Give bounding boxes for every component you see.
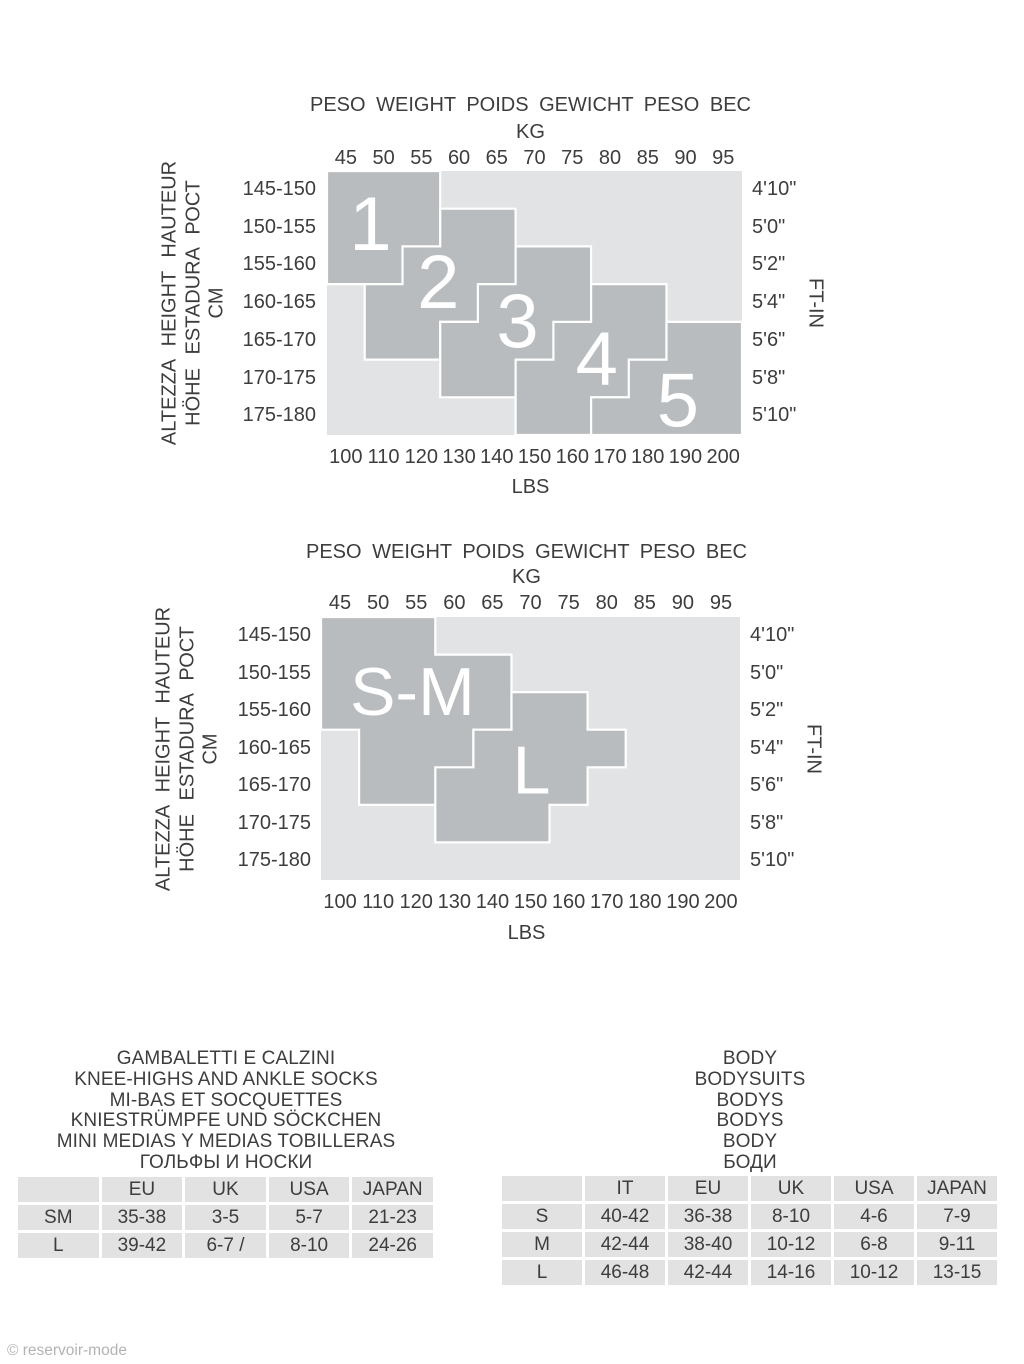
- column-header-cell: [502, 1176, 582, 1201]
- height-range-ftin-label: 5'4": [752, 291, 786, 314]
- kg-tick-label: 50: [372, 147, 395, 169]
- column-header-cell: [18, 1177, 99, 1202]
- lbs-tick-label: 180: [628, 891, 662, 913]
- kg-tick-label: 50: [367, 592, 390, 614]
- kg-tick-label: 85: [636, 147, 659, 169]
- size-zone-grid: [327, 171, 742, 435]
- height-range-cm-label: 150-155: [237, 661, 311, 684]
- column-header-cell: EU: [102, 1177, 183, 1202]
- table-title-line: ГОЛЬФЫ И НОСКИ: [139, 1151, 313, 1173]
- height-range-ftin-label: 4'10": [752, 178, 797, 200]
- height-range-ftin-label: 5'2": [752, 253, 786, 276]
- column-header-cell: UK: [751, 1176, 831, 1201]
- height-range-ftin-label: 5'0": [752, 215, 786, 238]
- size-value-cell: 42-44: [668, 1260, 748, 1285]
- lbs-tick-label: 130: [442, 446, 476, 468]
- kg-tick-label: 60: [447, 147, 471, 169]
- size-value-cell: 8-10: [269, 1233, 350, 1258]
- lbs-tick-label: 100: [329, 446, 363, 468]
- height-range-cm-label: 165-170: [237, 774, 311, 797]
- size-value-cell: 8-10: [751, 1204, 831, 1229]
- kg-tick-label: 65: [481, 592, 504, 614]
- height-range-ftin-label: 4'10": [750, 624, 795, 646]
- kg-unit-label: KG: [516, 121, 545, 143]
- height-axis-title-line: CM: [205, 287, 228, 319]
- size-value-cell: 14-16: [751, 1260, 831, 1285]
- height-range-ftin-label: 5'10": [750, 849, 795, 872]
- height-range-cm-label: 145-150: [242, 178, 316, 200]
- size-value-cell: 10-12: [751, 1232, 831, 1257]
- height-range-ftin-label: 5'6": [750, 774, 784, 797]
- lbs-tick-label: 140: [475, 891, 510, 913]
- height-range-cm-label: 170-175: [242, 366, 316, 389]
- lbs-tick-label: 160: [555, 446, 589, 468]
- size-value-cell: 7-9: [917, 1204, 997, 1229]
- table-title-line: BODY: [722, 1131, 778, 1153]
- kg-tick-label: 80: [595, 592, 618, 614]
- height-range-ftin-label: 5'10": [752, 404, 797, 427]
- size-value-cell: 46-48: [585, 1260, 665, 1285]
- kg-tick-label: 95: [712, 147, 735, 169]
- column-header-cell: USA: [269, 1177, 350, 1202]
- size-zone-label: 2: [417, 239, 460, 325]
- table-title-line: MI-BAS ET SOCQUETTES: [109, 1089, 343, 1111]
- kg-tick-label: 85: [633, 592, 656, 614]
- row-label-cell: L: [18, 1233, 99, 1258]
- height-range-cm-label: 160-165: [242, 291, 316, 314]
- kg-tick-label: 55: [410, 147, 433, 169]
- size-value-cell: 6-7 /: [185, 1233, 266, 1258]
- table-title-line: MINI MEDIAS Y MEDIAS TOBILLERAS: [56, 1131, 396, 1153]
- height-range-cm-label: 175-180: [242, 404, 316, 427]
- size-value-cell: 36-38: [668, 1204, 748, 1229]
- size-value-cell: 4-6: [834, 1204, 914, 1229]
- lbs-tick-label-row: [327, 446, 742, 469]
- kg-tick-label: 75: [561, 147, 584, 169]
- size-zone-label: L: [512, 732, 551, 809]
- height-axis-title-line: ALTEZZA HEIGHT HAUTEUR: [158, 160, 181, 446]
- height-axis-title-line: CM: [199, 732, 222, 765]
- size-value-cell: 5-7: [269, 1205, 350, 1230]
- height-axis-title-line: ALTEZZA HEIGHT HAUTEUR: [152, 606, 175, 891]
- size-value-cell: 21-23: [352, 1205, 433, 1230]
- kg-tick-label: 45: [334, 147, 357, 169]
- height-range-ftin-label: 5'6": [752, 328, 786, 351]
- kg-tick-label: 70: [519, 592, 542, 614]
- height-axis-title-line: HÖHE ESTADURA РОСТ: [176, 625, 199, 872]
- table-title-line: BODYS: [716, 1110, 784, 1132]
- size-value-cell: 10-12: [834, 1260, 914, 1285]
- size-value-cell: 9-11: [917, 1232, 997, 1257]
- lbs-tick-label: 190: [668, 446, 703, 468]
- size-zone-label: 3: [496, 279, 539, 365]
- lbs-tick-label: 180: [631, 446, 665, 468]
- size-zone-grid: [321, 617, 740, 880]
- table-title-line: KNIESTRÜMPFE UND SÖCKCHEN: [70, 1110, 382, 1132]
- height-range-cm-label: 160-165: [237, 736, 311, 759]
- table-title-line: GAMBALETTI E CALZINI: [116, 1048, 336, 1069]
- size-zone-label: 5: [656, 358, 700, 435]
- table-title-line: БОДИ: [723, 1151, 777, 1173]
- height-range-ftin-label: 5'4": [750, 736, 784, 759]
- size-table: [18, 1177, 433, 1258]
- lbs-tick-label: 100: [323, 891, 357, 913]
- kg-tick-label: 90: [674, 147, 697, 169]
- height-axis-title-line: HÖHE ESTADURA РОСТ: [182, 180, 205, 426]
- height-range-ftin-label: 5'8": [752, 366, 786, 389]
- lbs-tick-label: 170: [590, 891, 624, 913]
- lbs-tick-label: 120: [399, 891, 433, 913]
- size-value-cell: 35-38: [102, 1205, 183, 1230]
- table-title-line: BODYS: [716, 1089, 784, 1111]
- row-label-cell: M: [502, 1232, 582, 1257]
- size-value-cell: 39-42: [102, 1233, 183, 1258]
- size-zone-label: S-M: [350, 654, 475, 731]
- height-range-ftin-label: 5'0": [750, 661, 784, 684]
- lbs-tick-label-row: [321, 891, 740, 914]
- height-range-cm-label: 165-170: [242, 328, 316, 351]
- height-range-ftin-label: 5'2": [750, 699, 784, 722]
- column-header-cell: UK: [185, 1177, 266, 1202]
- row-label-cell: S: [502, 1204, 582, 1229]
- height-range-cm-label: 150-155: [242, 215, 316, 238]
- lbs-tick-label: 130: [437, 891, 472, 913]
- lbs-tick-label: 190: [666, 891, 700, 913]
- column-header-cell: EU: [668, 1176, 748, 1201]
- kg-tick-label: 80: [598, 147, 622, 169]
- kg-tick-label: 45: [328, 592, 352, 614]
- kg-tick-label: 95: [709, 592, 733, 614]
- size-zone-label: 4: [575, 317, 618, 403]
- table-title-line: KNEE-HIGHS AND ANKLE SOCKS: [74, 1068, 378, 1090]
- size-value-cell: 24-26: [352, 1233, 433, 1258]
- size-value-cell: 38-40: [668, 1232, 748, 1257]
- lbs-unit-label: LBS: [507, 922, 546, 944]
- table-title-line: BODY: [722, 1048, 778, 1069]
- kg-unit-label: KG: [512, 566, 541, 588]
- size-table: [502, 1176, 997, 1285]
- ftin-axis-title: FT-IN: [802, 723, 825, 774]
- lbs-tick-label: 150: [517, 446, 552, 468]
- kg-tick-label-row: [327, 147, 742, 170]
- kg-tick-label: 90: [671, 592, 695, 614]
- lbs-tick-label: 110: [367, 446, 400, 468]
- kg-tick-label: 75: [557, 592, 580, 614]
- table-title: [57, 1049, 396, 1174]
- size-value-cell: 3-5: [185, 1205, 266, 1230]
- ftin-axis-title: FT-IN: [804, 278, 827, 328]
- size-value-cell: 40-42: [585, 1204, 665, 1229]
- column-header-cell: JAPAN: [917, 1176, 997, 1201]
- kg-tick-label-row: [321, 592, 740, 615]
- column-header-cell: JAPAN: [352, 1177, 433, 1202]
- table-title: [695, 1049, 806, 1174]
- kg-tick-label: 60: [443, 592, 466, 614]
- height-range-ftin-label: 5'8": [750, 811, 784, 834]
- size-value-cell: 13-15: [917, 1260, 997, 1285]
- kg-tick-label: 70: [523, 147, 546, 169]
- lbs-tick-label: 140: [480, 446, 514, 468]
- lbs-tick-label: 120: [404, 446, 439, 468]
- lbs-tick-label: 110: [362, 891, 395, 913]
- column-header-cell: USA: [834, 1176, 914, 1201]
- size-value-cell: 42-44: [585, 1232, 665, 1257]
- lbs-tick-label: 200: [704, 891, 738, 913]
- lbs-tick-label: 150: [513, 891, 548, 913]
- weight-axis-title: PESO WEIGHT POIDS GEWICHT PESO ВЕС: [310, 94, 751, 116]
- row-label-cell: L: [502, 1260, 582, 1285]
- lbs-tick-label: 160: [551, 891, 586, 913]
- lbs-unit-label: LBS: [511, 476, 550, 498]
- lbs-tick-label: 170: [593, 446, 627, 468]
- kg-tick-label: 65: [485, 147, 508, 169]
- table-title-line: BODYSUITS: [694, 1068, 806, 1090]
- height-range-cm-label: 170-175: [237, 811, 311, 834]
- height-range-cm-label: 155-160: [242, 253, 316, 276]
- kg-tick-label: 55: [405, 592, 428, 614]
- size-value-cell: 6-8: [834, 1232, 914, 1257]
- weight-axis-title: PESO WEIGHT POIDS GEWICHT PESO ВЕС: [306, 541, 747, 563]
- height-range-cm-label: 145-150: [237, 624, 311, 646]
- height-range-cm-label: 155-160: [237, 699, 311, 722]
- lbs-tick-label: 200: [706, 446, 740, 468]
- height-range-cm-label: 175-180: [237, 849, 311, 872]
- column-header-cell: IT: [585, 1176, 665, 1201]
- size-zone-label: 1: [349, 182, 392, 268]
- watermark-credit: © reservoir-mode: [7, 1342, 127, 1359]
- row-label-cell: SM: [18, 1205, 99, 1230]
